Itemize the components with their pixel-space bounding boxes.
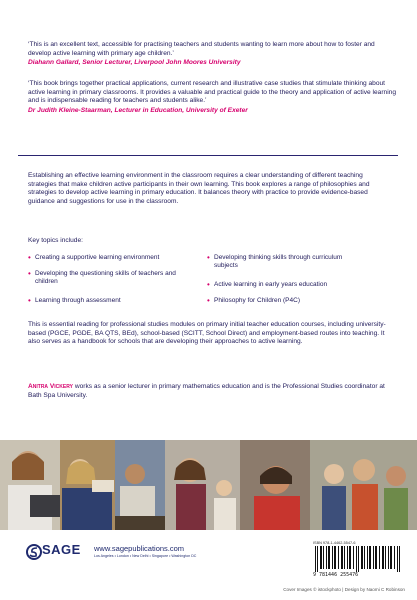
list-item: • Active learning in early years education xyxy=(207,280,328,289)
list-item: • Philosophy for Children (P4C) xyxy=(207,296,300,305)
sage-swirl-icon xyxy=(26,544,42,560)
list-item: • Learning through assessment xyxy=(28,296,121,305)
bullet-icon: • xyxy=(28,253,31,262)
key-topics-heading: Key topics include: xyxy=(28,237,83,244)
publisher-name: SAGE xyxy=(42,542,81,557)
review-text: ‘This is an excellent text, accessible for practising teachers and students wanting to learn more about how to foster and develop active learning with primary age children.’ xyxy=(28,41,375,57)
list-item: • Developing the questioning skills of teachers and children xyxy=(28,269,176,286)
author-bio-text: works as a senior lecturer in primary mathematics education and is the Professional Studies coordinator at Bath Spa University. xyxy=(28,383,385,399)
bullet-icon: • xyxy=(28,296,31,305)
barcode-icon xyxy=(315,546,401,572)
classroom-photo-strip xyxy=(0,440,417,530)
photo-girl-laptop xyxy=(0,440,60,530)
review-attribution: Diahann Gallard, Senior Lecturer, Liverpool John Moores University xyxy=(28,59,241,67)
photo-teacher-child xyxy=(165,440,240,530)
bullet-icon: • xyxy=(207,296,210,305)
review-quote-2 xyxy=(28,80,396,115)
photo-children-group xyxy=(310,440,417,530)
review-attribution: Dr Judith Kleine-Staarman, Lecturer in Education, University of Exeter xyxy=(28,106,248,114)
publisher-url[interactable]: www.sagepublications.com xyxy=(94,544,185,553)
publisher-cities: Los Angeles • London • New Delhi • Singapore • Washington DC xyxy=(94,554,197,558)
isbn-label: ISBN 978-1-4462-5547-6 xyxy=(313,541,356,545)
isbn-barcode xyxy=(313,541,403,579)
author-name: Anitra Vickery xyxy=(28,383,73,390)
list-item: • Developing thinking skills through curriculum subjects xyxy=(207,253,343,270)
photo-pupils-desk xyxy=(60,440,115,530)
review-text: ‘This book brings together practical applications, current research and illustrative case studies that stimulate thinking about active learning in primary classrooms. It provides a valuable and practical guide to the theory and application of active learning and is indispensable reading for teachers and students alike.’ xyxy=(28,80,396,105)
cover-credits: Cover Images © istockphoto | Design by Naomi C Robinson xyxy=(283,587,405,592)
bullet-icon: • xyxy=(207,253,210,262)
author-bio xyxy=(28,383,390,400)
bullet-icon: • xyxy=(28,269,31,278)
review-quote-1 xyxy=(28,41,396,68)
list-item: • Creating a supportive learning environment xyxy=(28,253,160,262)
bullet-icon: • xyxy=(207,280,210,289)
readership-paragraph: This is essential reading for professional studies modules on primary initial teacher education courses, including university-based (PGCE, PGDE, BA QTS, BEd), school-based (SCITT, School Direct) and employment-based routes into teaching. It also serves as a handbook for schools that are developing their approaches to active learning. xyxy=(28,321,386,346)
photo-boy-red-shirt xyxy=(240,440,310,530)
barcode-digits: 9 781446 255476 xyxy=(313,572,359,578)
photo-group-floor xyxy=(115,440,165,530)
book-description: Establishing an effective learning environment in the classroom requires a clear understanding of different teaching strategies that make children active participants in their own learning. This book explores a range of philosophies and strategies to develop active learning in primary education. It balances theory with practice to provide evidence-based guidance and suggestions for use in the classroom. xyxy=(28,172,370,206)
divider-rule xyxy=(18,155,398,156)
